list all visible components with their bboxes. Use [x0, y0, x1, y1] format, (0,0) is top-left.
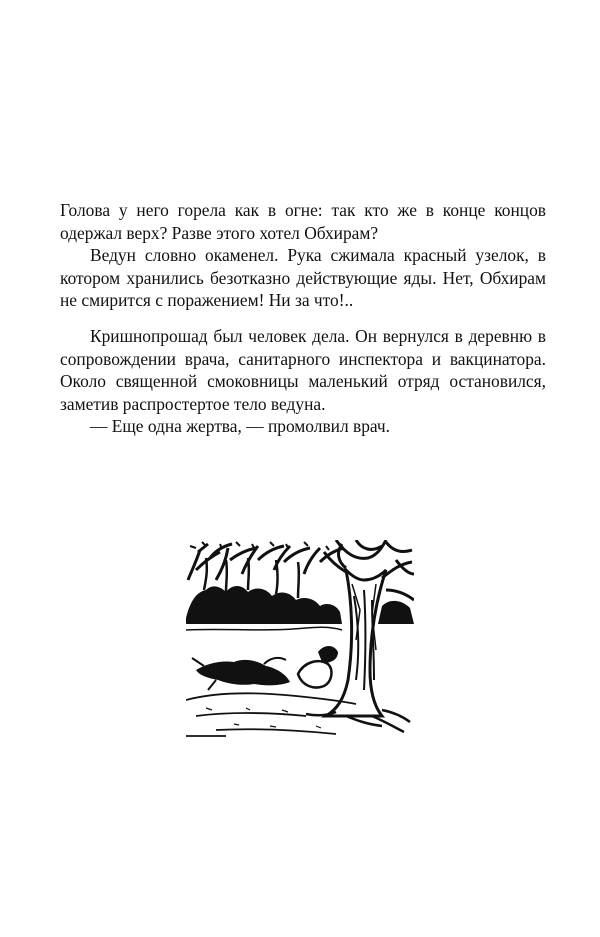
paragraph: Голова у него горела как в огне: так кто же в конце концов одержал верх? Разве этого хотел Обхирам?: [60, 200, 546, 243]
text-section-1: [60, 199, 546, 312]
text-section-2: [60, 325, 546, 438]
tree-illustration: [186, 540, 414, 740]
paragraph: Ведун словно окаменел. Рука сжимала красный узелок, в котором хранились безотказно действующие яды. Нет, Обхирам не смирится с поражением! Ни за что!..: [60, 245, 546, 310]
paragraph: Кришнопрошад был человек дела. Он вернулся в деревню в сопровождении врача, санитарного инспектора и вакцинатора. Около священной смоковницы маленький отряд остановился, заметив распростертое тело ведуна.: [60, 326, 546, 414]
paragraph: — Еще одна жертва, — промолвил врач.: [90, 416, 391, 436]
